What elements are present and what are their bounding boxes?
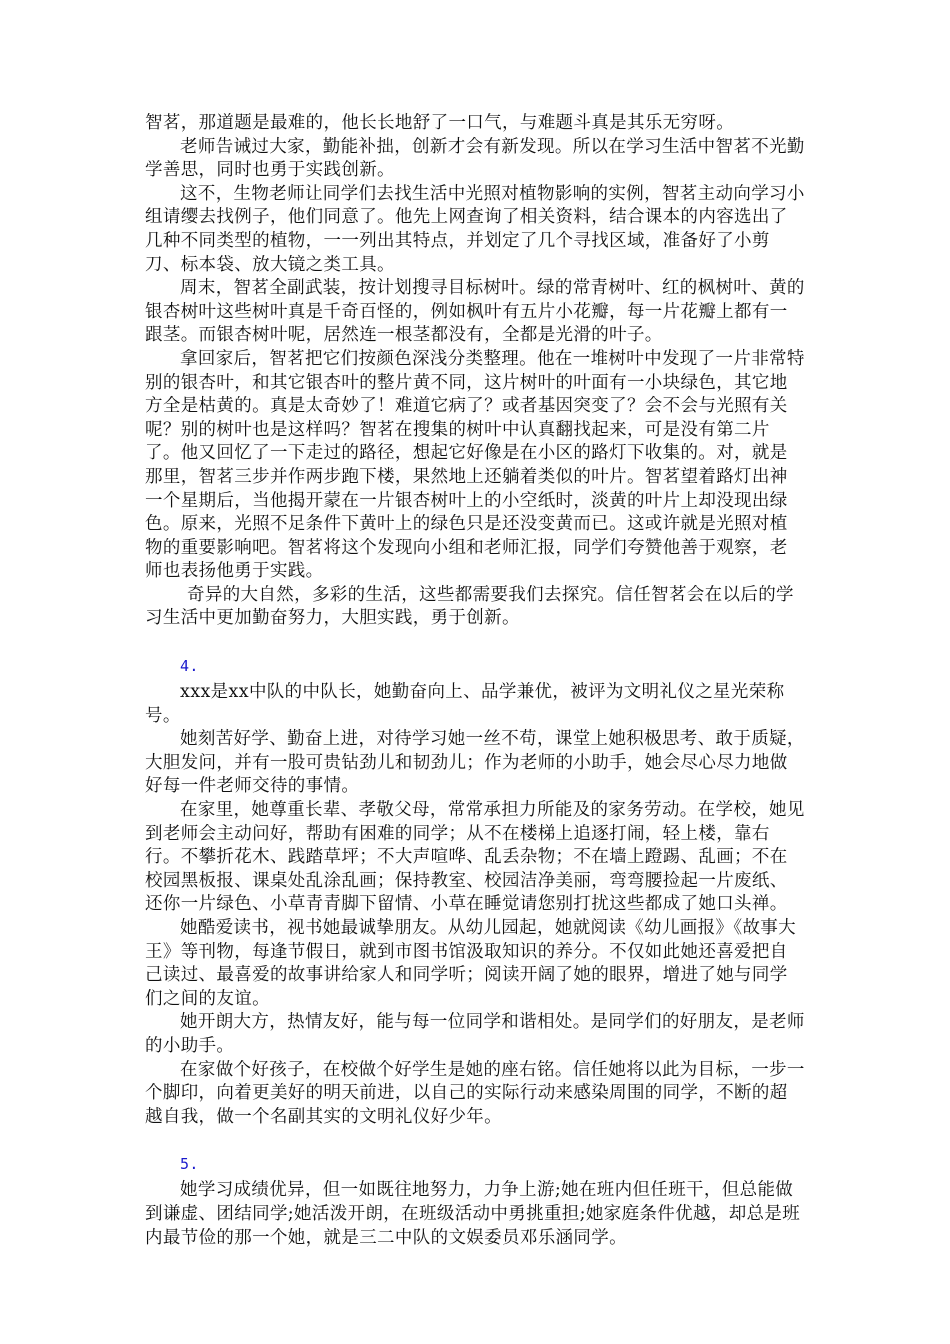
paragraph: 她学习成绩优异，但一如既往地努力，力争上游;她在班内但任班干，但总能做到谦虚、团结同学;她活泼开朗，在班级活动中勇挑重担;她家庭条件优越，却总是班内最节俭的那一个她，就是三二中队的文娱委员邓乐涵同学。: [145, 1180, 801, 1248]
paragraph: 这不，生物老师让同学们去找生活中光照对植物影响的实例，智茗主动向学习小组请缨去找例子，他们同意了。他先上网查询了相关资料，结合课本的内容选出了几种不同类型的植物，一一列出其特点，并划定了几个寻找区域，准备好了小剪刀、标本袋、放大镜之类工具。: [145, 183, 805, 275]
section-number-4: 4.: [180, 657, 199, 676]
paragraph: 拿回家后，智茗把它们按颜色深浅分类整理。他在一堆树叶中发现了一片非常特别的银杏叶，和其它银杏叶的整片黄不同，这片树叶的叶面有一小块绿色，其它地方全是枯黄的。真是太奇妙了！难道它病了？或者基因突变了？会不会与光照有关呢？别的树叶也是这样吗？智茗在搜集的树叶中认真翻找起来，可是没有第二片了。他又回忆了一下走过的路径，想起它好像是在小区的路灯下收集的。对，就是那里，智茗三步并作两步跑下楼，果然地上还躺着类似的叶片。智茗望着路灯出神一个星期后，当他揭开蒙在一片银杏树叶上的小空纸时，淡黄的叶片上却没现出绿色。原来，光照不足条件下黄叶上的绿色只是还没变黄而已。这或许就是光照对植物的重要影响吧。智茗将这个发现向小组和老师汇报，同学们夸赞他善于观察，老师也表扬他勇于实践。: [145, 348, 805, 582]
paragraph: xxx是xx中队的中队长，她勤奋向上、品学兼优，被评为文明礼仪之星光荣称号。: [145, 682, 785, 726]
paragraph: 奇异的大自然，多彩的生活，这些都需要我们去探究。信任智茗会在以后的学习生活中更加勤奋努力，大胆实践，勇于创新。: [145, 584, 794, 629]
paragraph: 周末，智茗全副武装，按计划搜寻目标树叶。绿的常青树叶、红的枫树叶、黄的银杏树叶这些树叶真是千奇百怪的，例如枫叶有五片小花瓣，每一片花瓣上都有一跟茎。而银杏树叶呢，居然连一根茎都没有，全都是光滑的叶子。: [145, 278, 805, 346]
paragraph: 在家做个好孩子，在校做个好学生是她的座右铭。信任她将以此为目标，一步一个脚印，向着更美好的明天前进，以自己的实际行动来感染周围的同学，不断的超越自我，做一个名副其实的文明礼仪好少年。: [145, 1059, 805, 1127]
paragraph: 在家里，她尊重长辈、孝敬父母，常常承担力所能及的家务劳动。在学校，她见到老师会主动问好，帮助有困难的同学；从不在楼梯上追逐打闹，轻上楼，靠右行。不攀折花木、践踏草坪；不大声喧哗、乱丢杂物；不在墙上蹬踢、乱画；不在校园黑板报、课桌处乱涂乱画；保持教室、校园洁净美丽，弯弯腰捡起一片废纸、还你一片绿色、小草青青脚下留情、小草在睡觉请您别打扰这些都成了她口头禅。: [145, 800, 805, 915]
paragraph: 老师告诫过大家，勤能补拙，创新才会有新发现。所以在学习生活中智茗不光勤学善思，同时也勇于实践创新。: [145, 136, 805, 181]
paragraph: 她开朗大方，热情友好，能与每一位同学和谐相处。是同学们的好朋友，是老师的小助手。: [145, 1012, 805, 1056]
paragraph: 她酷爱读书，视书她最诚挚朋友。从幼儿园起，她就阅读《幼儿画报》《故事大王》等刊物，每逢节假日，就到市图书馆汲取知识的养分。不仅如此她还喜爱把自己读过、最喜爱的故事讲给家人和同学听；阅读开阔了她的眼界，增进了她与同学们之间的友谊。: [145, 918, 796, 1009]
paragraph: 她刻苦好学、勤奋上进，对待学习她一丝不苟，课堂上她积极思考、敢于质疑，大胆发问，并有一股可贵钻劲儿和韧劲儿；作为老师的小助手，她会尽心尽力地做好每一件老师交待的事情。: [145, 729, 805, 797]
section-number-5: 5.: [180, 1155, 199, 1174]
paragraph: 智茗，那道题是最难的，他长长地舒了一口气，与难题斗真是其乐无穷呀。: [145, 113, 735, 133]
document-body: [145, 112, 805, 1250]
